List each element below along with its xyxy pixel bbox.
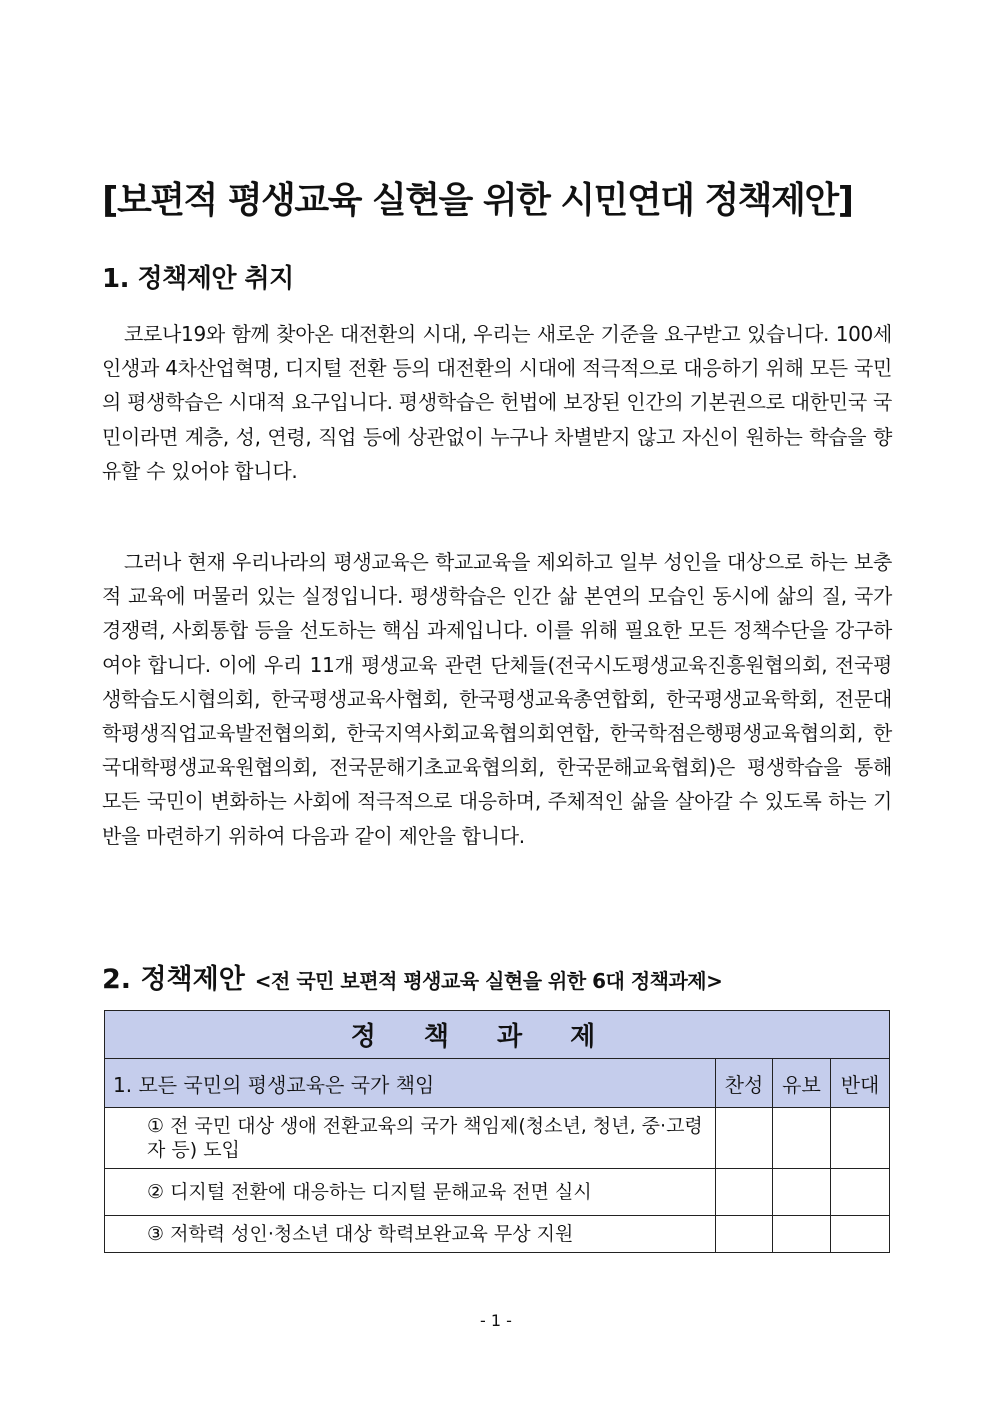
oppose-checkbox-cell[interactable] xyxy=(831,1108,890,1169)
reserve-checkbox-cell[interactable] xyxy=(773,1169,831,1216)
intro-paragraph-2-text: 그러나 현재 우리나라의 평생교육은 학교교육을 제외하고 일부 성인을 대상으로 하는 보충적 교육에 머물러 있는 실정입니다. 평생학습은 인간 삶 본연의 모습인 동시에 삶의 질, 국가경쟁력, 사회통합 등을 선도하는 핵심 과제입니다. 이를 위해 필요한 모든 정책수단을 강구하여야 합니다. 이에 우리 11개 평생교육 관련 단체들(전국시도평생교육진흥원협의회, 전국평생학습도시협의회, 한국평생교육사협회, 한국평생교육총연합회, 한국평생교육학회, 전문대학평생직업교육발전협의회, 한국지역사회교육협의회연합, 한국학점은행평생교육협의회, 한국대학평생교육원협의회, 전국문해기초교육협의회, 한국문해교육협회)은 평생학습을 통해 모든 국민이 변화하는 사회에 적극적으로 대응하며, 주체적인 삶을 살아갈 수 있도록 하는 기반을 마련하기 위하여 다음과 같이 제안을 합니다. xyxy=(102,550,892,848)
policy-item-2-text: ② 디지털 전환에 대응하는 디지털 문해교육 전면 실시 xyxy=(147,1181,592,1203)
table-row xyxy=(105,1108,890,1169)
agree-checkbox-cell[interactable] xyxy=(716,1108,773,1169)
oppose-checkbox-cell[interactable] xyxy=(831,1216,890,1253)
vote-column-oppose: 반대 xyxy=(831,1059,890,1108)
page-number: - 1 - xyxy=(480,1311,512,1330)
reserve-checkbox-cell[interactable] xyxy=(773,1108,831,1169)
page-title: [보편적 평생교육 실현을 위한 시민연대 정책제안] xyxy=(102,180,853,221)
agree-checkbox-cell[interactable] xyxy=(716,1169,773,1216)
reserve-checkbox-cell[interactable] xyxy=(773,1216,831,1253)
section2-heading-label: 2. 정책제안 xyxy=(102,964,245,995)
table-section-row xyxy=(105,1059,890,1108)
section2-subheading: <전 국민 보편적 평생교육 실현을 위한 6대 정책과제> xyxy=(254,969,723,993)
section2-heading xyxy=(102,957,722,996)
policy-task-table xyxy=(104,1010,890,1253)
policy-item-3 xyxy=(105,1216,716,1253)
table-row xyxy=(105,1216,890,1253)
intro-paragraph-1-text: 코로나19와 함께 찾아온 대전환의 시대, 우리는 새로운 기준을 요구받고 있습니다. 100세 인생과 4차산업혁명, 디지털 전환 등의 대전환의 시대에 적극적으로 대응하기 위해 모든 국민의 평생학습은 시대적 요구입니다. 평생학습은 헌법에 보장된 인간의 기본권으로 대한민국 국민이라면 계층, 성, 연령, 직업 등에 상관없이 누구나 차별받지 않고 자신이 원하는 학습을 향유할 수 있어야 합니다. xyxy=(102,322,892,483)
agree-checkbox-cell[interactable] xyxy=(716,1216,773,1253)
policy-item-1-text: ① 전 국민 대상 생애 전환교육의 국가 책임제(청소년, 청년, 중·고령자 등) 도입 xyxy=(147,1115,703,1161)
vote-column-reserve: 유보 xyxy=(773,1059,831,1108)
policy-item-2 xyxy=(105,1169,716,1216)
policy-item-1 xyxy=(105,1108,716,1169)
table-header: 정책과제 xyxy=(105,1011,890,1059)
policy-item-3-text: ③ 저학력 성인·청소년 대상 학력보완교육 무상 지원 xyxy=(147,1223,574,1245)
section1-heading: 1. 정책제안 취지 xyxy=(102,264,294,294)
vote-column-agree: 찬성 xyxy=(716,1059,773,1108)
table-row xyxy=(105,1169,890,1216)
intro-paragraph-2 xyxy=(102,545,892,853)
oppose-checkbox-cell[interactable] xyxy=(831,1169,890,1216)
table-section-title: 1. 모든 국민의 평생교육은 국가 책임 xyxy=(105,1059,716,1108)
table-header-row xyxy=(105,1011,890,1059)
intro-paragraph-1 xyxy=(102,317,892,488)
